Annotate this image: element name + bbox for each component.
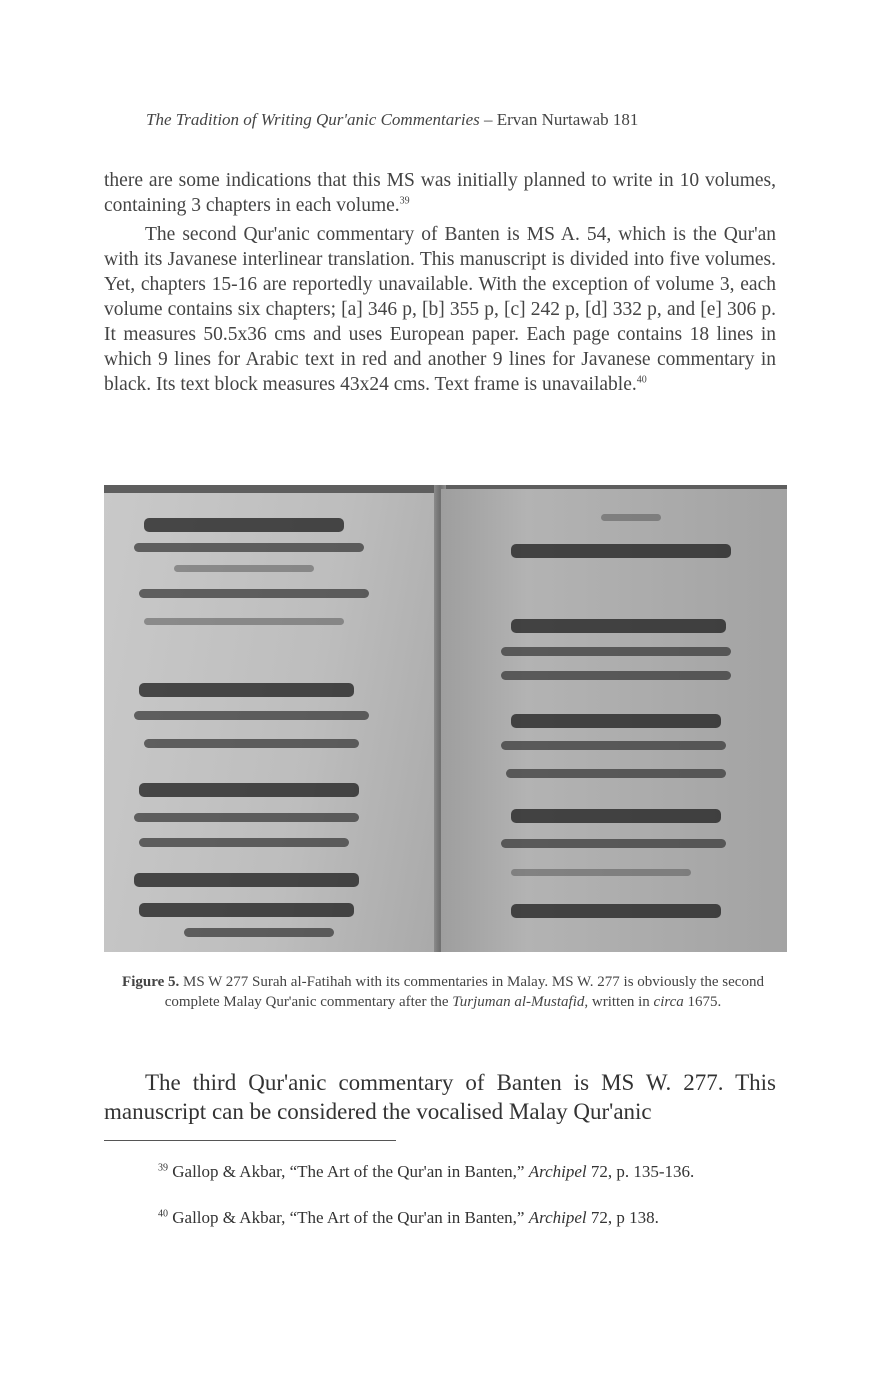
- caption-italic-title: Turjuman al-Mustafid: [452, 994, 585, 1010]
- paragraph-3: [104, 1068, 776, 1126]
- manuscript-right-page: [441, 489, 787, 952]
- paragraph-1-text: there are some indications that this MS was initially planned to write in 10 volumes, containing 3 chapters in each volume.: [104, 170, 776, 216]
- footnote-number: 40: [158, 1208, 168, 1220]
- caption-italic-circa: circa: [653, 994, 684, 1010]
- figure-label: Figure 5.: [122, 974, 180, 990]
- footnote-39: [104, 1162, 776, 1181]
- caption-text-c: 1675.: [683, 994, 722, 1010]
- paragraph-1: [104, 168, 776, 218]
- paragraph-3-text: The third Qur'anic commentary of Banten is MS W. 277. This manuscript can be considered the vocalised Malay Qur'anic: [104, 1070, 776, 1124]
- footnote-text: Gallop & Akbar, “The Art of the Qur'an in Banten,”: [168, 1208, 529, 1227]
- footnote-journal: Archipel: [528, 1208, 587, 1227]
- footnote-pages: 72, p 138.: [586, 1208, 659, 1227]
- caption-text-a: MS W 277 Surah al-Fatihah with its commentaries in Malay. MS W. 277 is obviously the second complete Malay Qur'anic commentary after the: [164, 974, 764, 1010]
- paragraph-2-text: The second Qur'anic commentary of Banten is MS A. 54, which is the Qur'an with its Javanese interlinear translation. This manuscript is divided into five volumes. Yet, chapters 15-16 are reportedly unavailable. With the exception of volume 3, each volume contains six chapters; [a] 346 p, [b] 355 p, [c] 242 p, [d] 332 p, and [e] 306 p. It measures 50.5x36 cms and uses European paper. Each page contains 18 lines in which 9 lines for Arabic text in red and another 9 lines for Javanese commentary in black. Its text block measures 43x24 cms. Text frame is unavailable.: [104, 224, 776, 395]
- page-number: 181: [612, 110, 639, 129]
- figure-caption: [118, 972, 768, 1012]
- header-separator: –: [479, 110, 497, 129]
- footnote-ref-40[interactable]: 40: [636, 374, 647, 386]
- footnote-divider: [104, 1140, 396, 1141]
- footnote-text: Gallop & Akbar, “The Art of the Qur'an in Banten,”: [168, 1162, 529, 1181]
- header-title: The Tradition of Writing Qur'anic Commentaries: [146, 110, 480, 129]
- caption-text-b: , written in: [584, 994, 654, 1010]
- manuscript-photo: [104, 485, 787, 952]
- footnote-journal: Archipel: [528, 1162, 587, 1181]
- footnote-number: 39: [158, 1162, 168, 1174]
- running-header: [146, 110, 786, 130]
- header-author: Ervan Nurtawab: [496, 110, 609, 129]
- footnote-pages: 72, p. 135-136.: [586, 1162, 695, 1181]
- footnote-ref-39[interactable]: 39: [399, 195, 410, 207]
- manuscript-left-page: [104, 493, 439, 952]
- footnote-40: [104, 1208, 776, 1227]
- paragraph-2: [104, 222, 776, 397]
